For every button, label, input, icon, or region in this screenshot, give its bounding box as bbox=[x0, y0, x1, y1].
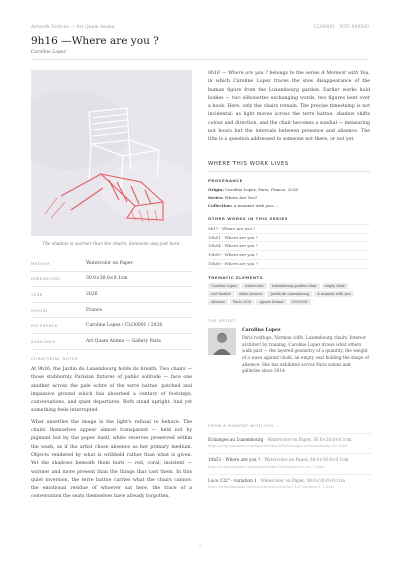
related-work-item[interactable] bbox=[208, 433, 372, 453]
provenance-heading: PROVENANCE bbox=[208, 177, 243, 183]
other-work-link[interactable]: 10h51 - Where are you ? bbox=[208, 233, 370, 242]
artist-info bbox=[242, 328, 370, 375]
related-work-title: 10h51 - Where are you ? bbox=[208, 457, 261, 463]
other-work-link[interactable]: 10h55 - Where are you ? bbox=[208, 250, 370, 259]
related-work-title: Échanges au Luxembourg bbox=[208, 437, 264, 442]
detail-label: AVAILABLE bbox=[31, 338, 56, 344]
intro-title: 9h16 — Where are you ? bbox=[208, 71, 268, 76]
header-divider bbox=[31, 59, 369, 60]
theme-tags bbox=[208, 283, 370, 305]
detail-row-year bbox=[31, 287, 192, 303]
where-lives-heading: WHERE THIS WORK LIVES bbox=[208, 161, 370, 172]
related-work-item[interactable] bbox=[208, 474, 372, 494]
theme-tag[interactable]: Paris 2026 bbox=[230, 299, 254, 305]
theme-tag[interactable]: square format bbox=[256, 299, 286, 305]
related-work-url[interactable]: · https://artquamanima.com/en/artworks/2026/where-are-you_1.html bbox=[208, 458, 351, 469]
detail-row-origin bbox=[31, 303, 192, 319]
artist-card-name: Caroline Lopez bbox=[242, 328, 281, 334]
provenance-origin bbox=[208, 186, 370, 194]
reference-code: CLO0001 · NTC-000500 bbox=[313, 24, 369, 29]
detail-value: France bbox=[86, 307, 103, 313]
related-works-list bbox=[208, 433, 372, 494]
detail-value: Watercolor on Paper bbox=[86, 260, 133, 266]
intro-paragraph bbox=[208, 70, 370, 145]
artist-section-heading: THE ARTIST bbox=[208, 318, 236, 324]
related-work-meta: · Watercolor on Paper, 30.0×30.0×0.1cm bbox=[256, 477, 346, 483]
theme-tag[interactable]: red shadow bbox=[208, 291, 234, 297]
other-works-heading: OTHER WORKS IN THIS SERIES bbox=[208, 215, 288, 221]
other-works-list bbox=[208, 224, 370, 269]
watercolor-chairs-illustration bbox=[31, 70, 192, 236]
detail-value: 30.0×30.0×0.1cm bbox=[86, 276, 128, 282]
related-work-url[interactable]: · https://artquamanima.com/en/artworks/2026/luco-132-variation-1_1.html bbox=[208, 478, 348, 490]
related-work-meta: · Watercolor on Paper, 30.0×30.0×0.1cm bbox=[260, 457, 349, 463]
detail-label: ORIGIN bbox=[31, 307, 48, 313]
artwork-title: 9h16 —Where are you ? bbox=[31, 35, 159, 47]
related-heading: FROM A MOMENT WITH YOU… bbox=[208, 423, 279, 428]
other-work-link[interactable]: 9h17 - Where are you ? bbox=[208, 224, 370, 233]
theme-tag[interactable]: A moment with you bbox=[314, 291, 353, 297]
curatorial-notes bbox=[31, 366, 192, 505]
collection-value: A moment with you.... bbox=[233, 202, 279, 208]
theme-tag[interactable]: watercolor bbox=[242, 283, 267, 289]
theme-tag[interactable]: white reserve bbox=[236, 291, 266, 297]
detail-value: Art Quam Anima — Gallery Paris bbox=[86, 338, 161, 344]
curatorial-paragraph: At 9h16, the Jardin du Luxembourg holds its breath. Two chairs — those stubbornly Parisian fixtures of public solitude — face one another across the pale ochre of the terre battue, patched and impassive ground which has absorbed a century of footsteps, conversations, and quiet departures. Both stand upright. And yet something feels interrupted. bbox=[31, 367, 192, 414]
detail-row-reference bbox=[31, 318, 192, 334]
artist-portrait bbox=[208, 328, 236, 355]
detail-row-available bbox=[31, 334, 192, 350]
theme-tag[interactable]: Luxembourg garden chair bbox=[269, 283, 320, 289]
detail-label: REFERENCE bbox=[31, 323, 59, 329]
origin-label: Origin: bbox=[208, 186, 224, 192]
collection-label: Collection: bbox=[208, 202, 233, 208]
curatorial-paragraph: What unsettles the image is the light's refusal to behave. The chairs themselves appear almost transparent — held not by pigment but by the paper itself, white reserves preserved within the wash, as if the artist chose absence as her primary medium. Objects rendered by what is withheld rather than what is given. Yet the shadows beneath them burn — red, coral, insistent — warmer and more present than the things that cast them. In this quiet inversion, the terre battue carries what the chairs cannot: the emotional residue of whoever sat here, the trace of a conversation the seats themselves have already forgotten. bbox=[31, 419, 192, 500]
detail-value: 2026 bbox=[86, 291, 98, 297]
theme-tag[interactable]: CLO0001 bbox=[289, 299, 311, 305]
provenance-series bbox=[208, 194, 370, 202]
related-work-item[interactable] bbox=[208, 453, 372, 473]
artist-bio: Paris rooftops, Norman cliffs, Luxembourg chairs. Interior architect by training, Caroline Lopez draws what others walk past — the layered geometry of a quantity, the weight of a wave against chalk, an empty seat holding the shape of absence. She has exhibited across Paris salons and galleries since 2014. bbox=[242, 335, 369, 374]
detail-value: Caroline Lopez / CLO0001 / 2026 bbox=[86, 323, 163, 329]
curatorial-heading: CURATORIAL NOTES bbox=[31, 356, 79, 361]
related-work-title: Luco 132° - variation 1 bbox=[208, 477, 257, 483]
provenance-collection bbox=[208, 202, 370, 210]
theme-tag[interactable]: empty chair bbox=[322, 283, 349, 289]
breadcrumb: Artwork Notices — Art Quam Anima bbox=[31, 24, 115, 29]
series-label: Series: bbox=[208, 194, 224, 200]
page-number: 1 bbox=[198, 542, 202, 547]
artwork-image bbox=[31, 70, 192, 236]
related-work-meta: · Watercolor on Paper, 30.0×30.0×0.1cm bbox=[263, 437, 352, 442]
theme-tag[interactable]: absence bbox=[208, 299, 228, 305]
intro-text: , in which Caroline Lopez traces the slow disappearance of the human figure from the Luxembourg garden. Earlier works hold bodies — two silhouettes exchanging words, two figures bent over a book. Here, only the chairs remain. The precise timestamp is not incidental: as light moves across the terre battue, shadow shifts colour and direction, and the chair becomes a sundial — measuring not hours but the intervals between presence and absence. The title is a question addressed to someone not there, or not yet. bbox=[208, 71, 371, 143]
top-bar bbox=[31, 24, 369, 32]
artist-name: Caroline Lopez bbox=[31, 50, 67, 55]
intro-series: A Moment with You bbox=[321, 71, 369, 76]
detail-label: DIMENSIONS bbox=[31, 276, 61, 282]
intro-text: belongs to the series bbox=[267, 71, 322, 76]
series-value: Where Are You? bbox=[224, 194, 258, 200]
other-work-link[interactable]: 10h56 - Where are you ? bbox=[208, 259, 370, 268]
related-work-url[interactable]: · https://artquamanima.com/en/artworks/2026/échanges-au-luxembourg_clo0.html bbox=[208, 438, 355, 449]
origin-value: Caroline Lopez, Paris, France, 2026 bbox=[225, 186, 298, 192]
artwork-caption: The shadow is warmer than the chairs. Someone was just here. bbox=[42, 242, 181, 247]
theme-tag[interactable]: Jardin du Luxembourg bbox=[267, 291, 312, 297]
theme-tag[interactable]: Caroline Lopez bbox=[208, 283, 240, 289]
detail-row-medium bbox=[31, 256, 192, 272]
artist-card bbox=[208, 328, 370, 375]
other-work-link[interactable]: 10h54 - Where are you ? bbox=[208, 241, 370, 250]
themes-heading: THEMATIC ELEMENTS bbox=[208, 275, 263, 281]
detail-label: YEAR bbox=[31, 291, 43, 297]
detail-row-dimensions bbox=[31, 272, 192, 288]
right-column bbox=[208, 70, 370, 375]
artist-avatar bbox=[208, 328, 236, 355]
artwork-details-table bbox=[31, 256, 192, 350]
detail-label: MEDIUM bbox=[31, 260, 50, 266]
